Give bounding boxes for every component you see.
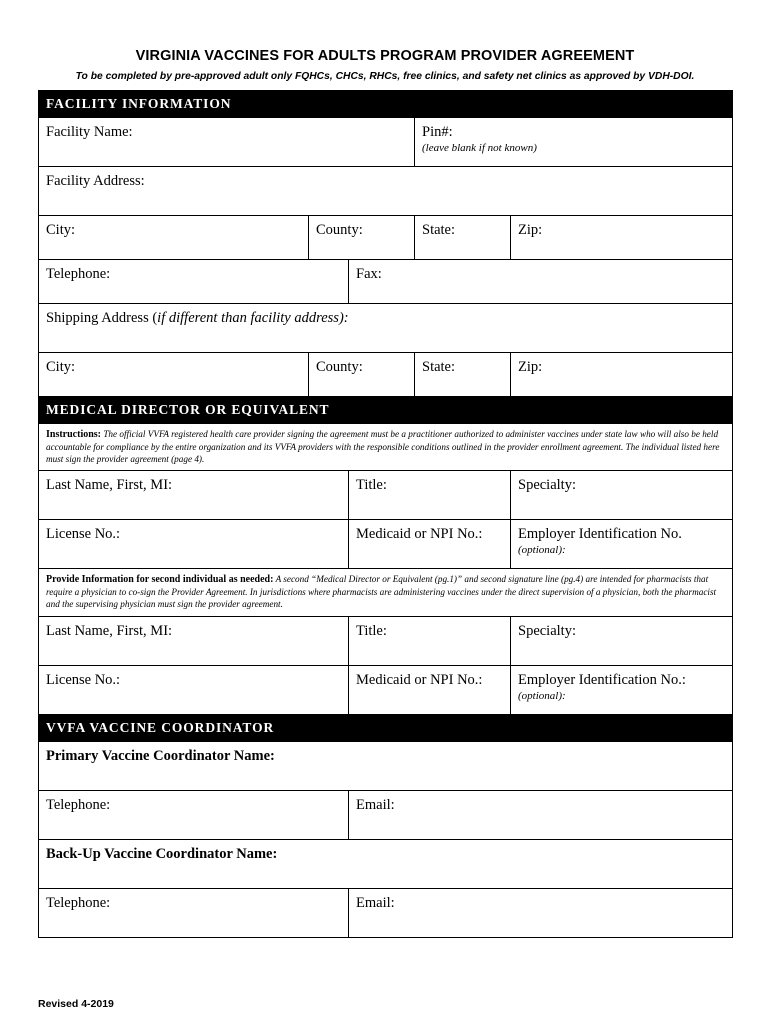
pin-label: Pin#: [422, 124, 453, 140]
table-row [39, 665, 733, 714]
section-header-coordinator [39, 714, 733, 741]
facility-county-field[interactable]: County: [309, 216, 415, 260]
director-medicaid-npi-field[interactable]: Medicaid or NPI No.: [349, 520, 511, 569]
backup-coordinator-email-field[interactable]: Email: [349, 888, 733, 937]
table-row [39, 741, 733, 790]
document-footer: Revised 4-2019 [38, 998, 114, 1010]
employer-id-label: Employer Identification No. [518, 526, 682, 543]
second-individual-label: Provide Information for second individual as needed: [46, 574, 274, 586]
facility-address-field[interactable]: Facility Address: [39, 167, 733, 216]
backup-coordinator-name-field[interactable]: Back-Up Vaccine Coordinator Name: [39, 839, 733, 888]
section-header-facility [39, 91, 733, 118]
director-employer-id-field[interactable] [511, 520, 733, 569]
table-row [39, 888, 733, 937]
table-row [39, 839, 733, 888]
instructions-label: Instructions: [46, 429, 102, 440]
table-row [39, 118, 733, 167]
section-header-medical-director [39, 397, 733, 424]
facility-city-field[interactable]: City: [39, 216, 309, 260]
second-medicaid-npi-field[interactable]: Medicaid or NPI No.: [349, 665, 511, 714]
second-individual-text: A second “Medical Director or Equivalent (pg.1)” and second signature line (pg.4) are intended for pharmacists that require a physician to co-sign the Provider Agreement. In jurisdictions where pharmacists are administering vaccines under the direct supervision of a physician, both the pharmacist and the supervising physician must sign the provider agreement. [46, 574, 717, 609]
facility-fax-field[interactable]: Fax: [349, 260, 733, 304]
page-subtitle: To be completed by pre-approved adult only FQHCs, CHCs, RHCs, free clinics, and safety net clinics as approved by VDH-DOI. [75, 71, 695, 82]
director-license-field[interactable]: License No.: [39, 520, 349, 569]
pin-note: (leave blank if not known) [422, 142, 537, 155]
second-license-field[interactable]: License No.: [39, 665, 349, 714]
shipping-state-field[interactable]: State: [415, 353, 511, 397]
table-row [39, 260, 733, 304]
employer-id-note: (optional): [518, 544, 566, 557]
second-individual-instructions [39, 569, 733, 616]
facility-telephone-field[interactable]: Telephone: [39, 260, 349, 304]
primary-coordinator-email-field[interactable]: Email: [349, 790, 733, 839]
page-title: VIRGINIA VACCINES FOR ADULTS PROGRAM PROVIDER AGREEMENT [135, 48, 635, 64]
second-employer-id-label: Employer Identification No.: [518, 671, 686, 688]
primary-coordinator-name-field[interactable]: Primary Vaccine Coordinator Name: [39, 741, 733, 790]
facility-name-field[interactable]: Facility Name: [39, 118, 415, 167]
director-last-name-field[interactable]: Last Name, First, MI: [39, 471, 349, 520]
table-row [39, 424, 733, 471]
director-specialty-field[interactable]: Specialty: [511, 471, 733, 520]
table-row [39, 353, 733, 397]
shipping-county-field[interactable]: County: [309, 353, 415, 397]
second-title-field[interactable]: Title: [349, 616, 511, 665]
pin-field[interactable] [415, 118, 733, 167]
instructions-text: The official VVFA registered health care provider signing the agreement must be a practitioner authorized to administer vaccines under state law who will also be held accountable for compliance by the entire organization and its VVFA providers with the responsible conditions outlined in the provider enrollment agreement. The individual listed here must sign the provider agreement (page 4). [46, 429, 720, 464]
director-title-field[interactable]: Title: [349, 471, 511, 520]
second-specialty-field[interactable]: Specialty: [511, 616, 733, 665]
backup-coordinator-telephone-field[interactable]: Telephone: [39, 888, 349, 937]
table-row [39, 167, 733, 216]
table-row [39, 304, 733, 353]
facility-zip-field[interactable]: Zip: [511, 216, 733, 260]
second-last-name-field[interactable]: Last Name, First, MI: [39, 616, 349, 665]
shipping-address-field[interactable] [39, 304, 733, 353]
table-row [39, 569, 733, 616]
shipping-address-note: if different than facility address): [157, 310, 349, 326]
medical-director-section-title: MEDICAL DIRECTOR OR EQUIVALENT [39, 397, 733, 424]
medical-director-instructions [39, 424, 733, 471]
second-employer-id-field[interactable] [511, 665, 733, 714]
shipping-city-field[interactable]: City: [39, 353, 309, 397]
facility-state-field[interactable]: State: [415, 216, 511, 260]
primary-coordinator-telephone-field[interactable]: Telephone: [39, 790, 349, 839]
coordinator-section-title: VVFA VACCINE COORDINATOR [39, 714, 733, 741]
shipping-zip-field[interactable]: Zip: [511, 353, 733, 397]
shipping-address-label: Shipping Address ( [46, 310, 158, 326]
table-row [39, 471, 733, 520]
table-row [39, 616, 733, 665]
table-row [39, 216, 733, 260]
second-employer-id-note: (optional): [518, 689, 566, 702]
facility-section-title: FACILITY INFORMATION [39, 91, 733, 118]
provider-agreement-form [38, 90, 733, 938]
table-row [39, 790, 733, 839]
table-row [39, 520, 733, 569]
